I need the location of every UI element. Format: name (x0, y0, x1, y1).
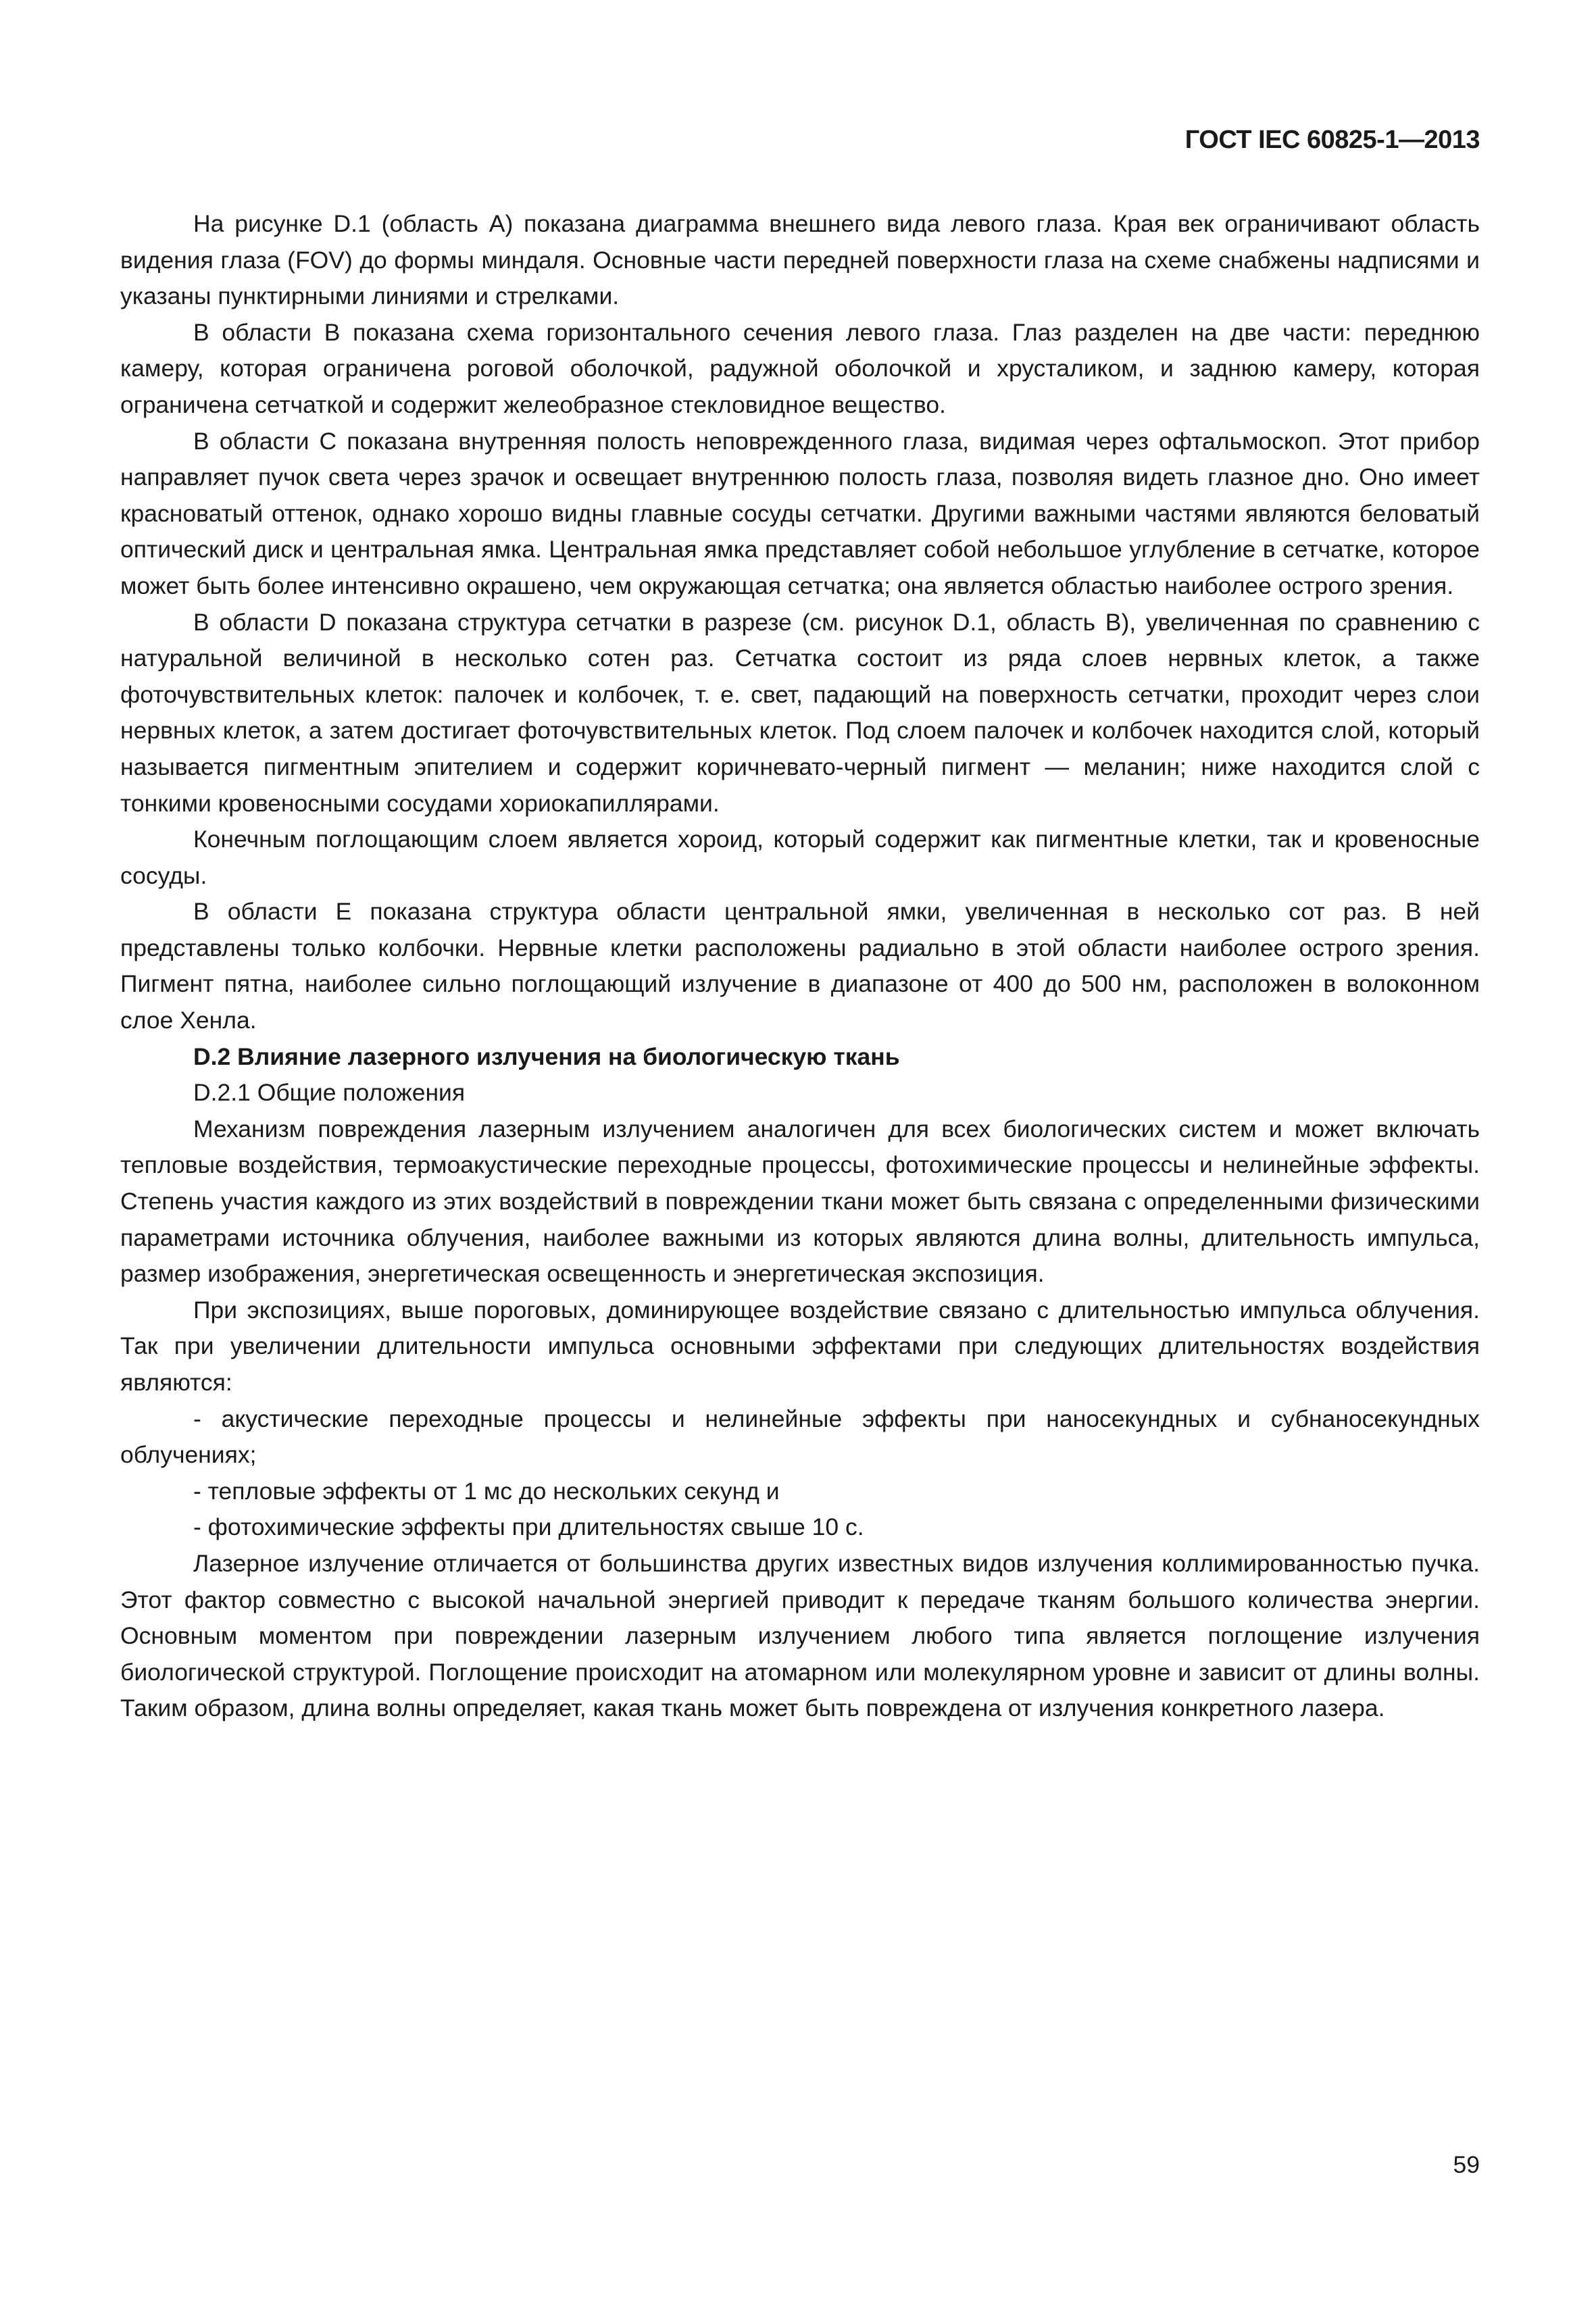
list-item-acoustic: - акустические переходные процессы и нелинейные эффекты при наносекундных и субнаносекундных облучениях; (120, 1405, 1480, 1469)
document-body (120, 206, 1480, 1727)
paragraph-area-a: На рисунке D.1 (область А) показана диаграмма внешнего вида левого глаза. Края век ограничивают область видения глаза (FOV) до формы миндаля. Основные части передней поверхности глаза на схеме снабжены надписями и указаны пунктирными линиями и стрелками. (120, 210, 1480, 310)
list-item-thermal: - тепловые эффекты от 1 мс до нескольких секунд и (193, 1477, 780, 1505)
document-header: ГОСТ IEC 60825-1—2013 (1184, 126, 1480, 154)
page-number: 59 (1453, 2151, 1480, 2178)
paragraph-area-b: В области В показана схема горизонтального сечения левого глаза. Глаз разделен на две части: переднюю камеру, которая ограничена роговой оболочкой, радужной оболочкой и хрусталиком, и заднюю камеру, которая ограничена сетчаткой и содержит желеобразное стекловидное вещество. (120, 318, 1480, 418)
paragraph-area-e: В области Е показана структура области центральной ямки, увеличенная в несколько сот раз. В ней представлены только колбочки. Нервные клетки расположены радиально в этой области наиболее острого зрения. Пигмент пятна, наиболее сильно поглощающий излучение в диапазоне от 400 до 500 нм, расположен в волоконном слое Хенла. (120, 898, 1480, 1034)
paragraph-collimation: Лазерное излучение отличается от большинства других известных видов излучения коллимированностью пучка. Этот фактор совместно с высокой начальной энергией приводит к передаче тканям большого количества энергии. Основным моментом при повреждении лазерным излучением любого типа является поглощение излучения биологической структурой. Поглощение происходит на атомарном или молекулярном уровне и зависит от длины волны. Таким образом, длина волны определяет, какая ткань может быть повреждена от излучения конкретного лазера. (120, 1549, 1480, 1722)
list-item-photochemical: - фотохимические эффекты при длительностях свыше 10 с. (193, 1513, 864, 1541)
paragraph-damage-mechanism: Механизм повреждения лазерным излучением аналогичен для всех биологических систем и может включать тепловые воздействия, термоакустические переходные процессы, фотохимические процессы и нелинейные эффекты. Степень участия каждого из этих воздействий в повреждении ткани может быть связана с определенными физическими параметрами источника облучения, наиболее важными из которых являются длина волны, длительность импульса, размер изображения, энергетическая освещенность и энергетическая экспозиция. (120, 1115, 1480, 1288)
paragraph-area-d: В области D показана структура сетчатки в разрезе (см. рисунок D.1, область В), увеличенная по сравнению с натуральной величиной в несколько сотен раз. Сетчатка состоит из ряда слоев нервных клеток, а также фоточувствительных клеток: палочек и колбочек, т. е. свет, падающий на поверхность сетчатки, проходит через слои нервных клеток, а затем достигает фоточувствительных клеток. Под слоем палочек и колбочек находится слой, который называется пигментным эпителием и содержит коричневато-черный пигмент — меланин; ниже находится слой с тонкими кровеносными сосудами хориокапиллярами. (120, 608, 1480, 817)
section-heading: D.2 Влияние лазерного излучения на биологическую ткань (193, 1042, 900, 1070)
paragraph-exposure-effects: При экспозициях, выше пороговых, доминирующее воздействие связано с длительностью импульса облучения. Так при увеличении длительности импульса основными эффектами при следующих длительностях воздействия являются: (120, 1296, 1480, 1396)
paragraph-area-c: В области С показана внутренняя полость неповрежденного глаза, видимая через офтальмоскоп. Этот прибор направляет пучок света через зрачок и освещает внутреннюю полость глаза, позволяя видеть глазное дно. Оно имеет красноватый оттенок, однако хорошо видны главные сосуды сетчатки. Другими важными частями являются беловатый оптический диск и центральная ямка. Центральная ямка представляет собой небольшое углубление в сетчатке, которое может быть более интенсивно окрашено, чем окружающая сетчатка; она является областью наиболее острого зрения. (120, 427, 1480, 599)
paragraph-choroid: Конечным поглощающим слоем является хороид, который содержит как пигментные клетки, так и кровеносные сосуды. (120, 826, 1480, 889)
subsection-heading: D.2.1 Общие положения (193, 1079, 466, 1107)
